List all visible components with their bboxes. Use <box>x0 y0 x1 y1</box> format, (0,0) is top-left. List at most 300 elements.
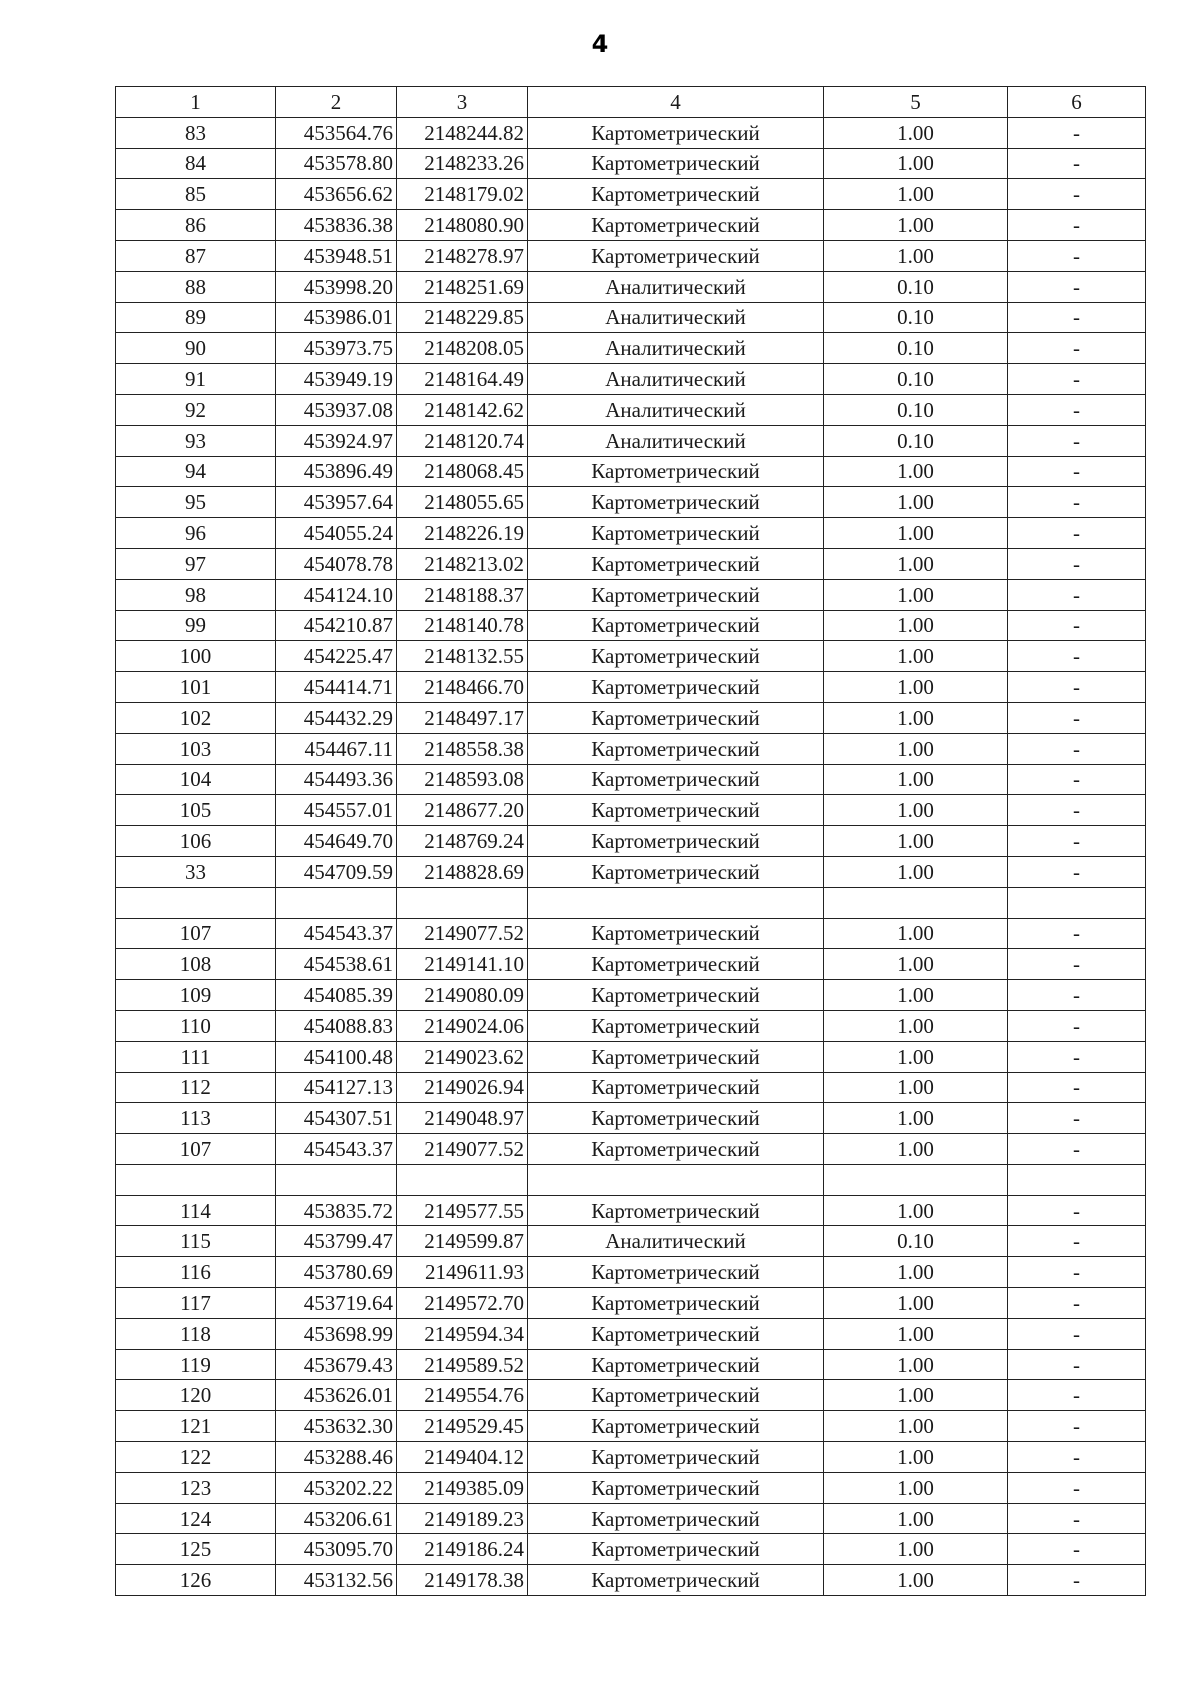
table-row <box>116 456 1146 487</box>
page-number: 4 <box>591 30 609 58</box>
cell-accuracy: 1.00 <box>824 148 1008 179</box>
cell-accuracy: 1.00 <box>824 1380 1008 1411</box>
cell-note: - <box>1008 1041 1146 1072</box>
table-row <box>116 1195 1146 1226</box>
cell-coord-y: 2148142.62 <box>397 394 528 425</box>
cell-note: - <box>1008 179 1146 210</box>
cell-note: - <box>1008 210 1146 241</box>
cell-coord-y: 2149599.87 <box>397 1226 528 1257</box>
cell-note: - <box>1008 795 1146 826</box>
cell-note: - <box>1008 1010 1146 1041</box>
cell-method: Аналитический <box>528 425 824 456</box>
cell-coord-y: 2148208.05 <box>397 333 528 364</box>
cell-coord-y: 2148120.74 <box>397 425 528 456</box>
cell-point-number: 110 <box>116 1010 276 1041</box>
cell-point-number: 126 <box>116 1565 276 1596</box>
cell-method: Картометрический <box>528 1072 824 1103</box>
cell-note: - <box>1008 1534 1146 1565</box>
cell-accuracy: 1.00 <box>824 1134 1008 1165</box>
cell-point-number: 84 <box>116 148 276 179</box>
cell-coord-y: 2148080.90 <box>397 210 528 241</box>
cell-accuracy: 1.00 <box>824 518 1008 549</box>
cell-note: - <box>1008 1288 1146 1319</box>
cell-coord-x: 454088.83 <box>276 1010 397 1041</box>
cell-accuracy: 1.00 <box>824 1318 1008 1349</box>
cell-coord-y: 2149048.97 <box>397 1103 528 1134</box>
table-row <box>116 1226 1146 1257</box>
table-row <box>116 364 1146 395</box>
cell-point-number: 91 <box>116 364 276 395</box>
cell-method: Картометрический <box>528 1442 824 1473</box>
cell-method: Аналитический <box>528 394 824 425</box>
cell-coord-x: 453698.99 <box>276 1318 397 1349</box>
cell-coord-x: 453835.72 <box>276 1195 397 1226</box>
cell-note: - <box>1008 518 1146 549</box>
cell-accuracy: 1.00 <box>824 117 1008 148</box>
cell-coord-x <box>276 887 397 918</box>
cell-coord-y: 2149023.62 <box>397 1041 528 1072</box>
cell-coord-y: 2148140.78 <box>397 610 528 641</box>
cell-accuracy: 1.00 <box>824 764 1008 795</box>
cell-method: Картометрический <box>528 487 824 518</box>
cell-point-number: 121 <box>116 1411 276 1442</box>
cell-note: - <box>1008 1380 1146 1411</box>
cell-coord-x: 453132.56 <box>276 1565 397 1596</box>
cell-note: - <box>1008 394 1146 425</box>
cell-method: Картометрический <box>528 1380 824 1411</box>
cell-point-number: 111 <box>116 1041 276 1072</box>
cell-point-number: 119 <box>116 1349 276 1380</box>
cell-accuracy: 1.00 <box>824 949 1008 980</box>
cell-note: - <box>1008 1442 1146 1473</box>
cell-accuracy: 1.00 <box>824 487 1008 518</box>
table-row <box>116 1318 1146 1349</box>
cell-accuracy: 1.00 <box>824 980 1008 1011</box>
cell-accuracy: 1.00 <box>824 179 1008 210</box>
table-row <box>116 518 1146 549</box>
cell-coord-x: 453202.22 <box>276 1472 397 1503</box>
cell-coord-x: 453998.20 <box>276 271 397 302</box>
table-row <box>116 179 1146 210</box>
cell-accuracy: 1.00 <box>824 1195 1008 1226</box>
column-header-4: 4 <box>528 87 824 118</box>
cell-accuracy: 1.00 <box>824 610 1008 641</box>
table-row <box>116 1472 1146 1503</box>
cell-coord-x: 454493.36 <box>276 764 397 795</box>
cell-note: - <box>1008 733 1146 764</box>
cell-note: - <box>1008 148 1146 179</box>
cell-point-number: 112 <box>116 1072 276 1103</box>
cell-coord-x: 453626.01 <box>276 1380 397 1411</box>
table-row <box>116 1349 1146 1380</box>
cell-point-number: 85 <box>116 179 276 210</box>
cell-method: Картометрический <box>528 548 824 579</box>
cell-accuracy: 1.00 <box>824 826 1008 857</box>
cell-accuracy: 1.00 <box>824 1288 1008 1319</box>
cell-accuracy: 1.00 <box>824 856 1008 887</box>
cell-coord-y: 2148558.38 <box>397 733 528 764</box>
cell-point-number: 108 <box>116 949 276 980</box>
cell-note: - <box>1008 918 1146 949</box>
cell-coord-y: 2148278.97 <box>397 240 528 271</box>
cell-coord-y: 2148188.37 <box>397 579 528 610</box>
cell-coord-x: 453937.08 <box>276 394 397 425</box>
table-row <box>116 425 1146 456</box>
cell-accuracy: 1.00 <box>824 1257 1008 1288</box>
table-row <box>116 641 1146 672</box>
cell-coord-x: 454225.47 <box>276 641 397 672</box>
cell-coord-x: 454543.37 <box>276 918 397 949</box>
table-row <box>116 610 1146 641</box>
cell-coord-x: 454085.39 <box>276 980 397 1011</box>
cell-coord-x: 453632.30 <box>276 1411 397 1442</box>
column-header-5: 5 <box>824 87 1008 118</box>
cell-point-number: 122 <box>116 1442 276 1473</box>
cell-note: - <box>1008 1134 1146 1165</box>
cell-coord-x: 453095.70 <box>276 1534 397 1565</box>
cell-note: - <box>1008 702 1146 733</box>
cell-coord-x: 453288.46 <box>276 1442 397 1473</box>
cell-accuracy: 1.00 <box>824 918 1008 949</box>
cell-accuracy: 0.10 <box>824 394 1008 425</box>
table-row <box>116 887 1146 918</box>
column-header-3: 3 <box>397 87 528 118</box>
cell-point-number: 94 <box>116 456 276 487</box>
cell-coord-x: 453656.62 <box>276 179 397 210</box>
cell-point-number: 118 <box>116 1318 276 1349</box>
cell-note: - <box>1008 1072 1146 1103</box>
cell-coord-y: 2148233.26 <box>397 148 528 179</box>
table-row <box>116 918 1146 949</box>
cell-point-number: 87 <box>116 240 276 271</box>
cell-point-number: 89 <box>116 302 276 333</box>
cell-coord-y: 2149529.45 <box>397 1411 528 1442</box>
cell-method: Картометрический <box>528 179 824 210</box>
cell-accuracy: 1.00 <box>824 456 1008 487</box>
cell-point-number: 86 <box>116 210 276 241</box>
table-row <box>116 1534 1146 1565</box>
cell-method: Картометрический <box>528 1257 824 1288</box>
cell-coord-x: 453957.64 <box>276 487 397 518</box>
cell-coord-x: 454538.61 <box>276 949 397 980</box>
cell-coord-x: 454432.29 <box>276 702 397 733</box>
cell-point-number: 96 <box>116 518 276 549</box>
cell-method: Картометрический <box>528 764 824 795</box>
cell-coord-x: 453896.49 <box>276 456 397 487</box>
cell-point-number: 117 <box>116 1288 276 1319</box>
cell-coord-x <box>276 1164 397 1195</box>
cell-accuracy: 1.00 <box>824 1103 1008 1134</box>
cell-point-number: 105 <box>116 795 276 826</box>
table-row <box>116 302 1146 333</box>
cell-note <box>1008 887 1146 918</box>
cell-coord-y: 2149080.09 <box>397 980 528 1011</box>
cell-method: Аналитический <box>528 302 824 333</box>
cell-method: Картометрический <box>528 1288 824 1319</box>
cell-note: - <box>1008 487 1146 518</box>
cell-note: - <box>1008 1226 1146 1257</box>
cell-note: - <box>1008 856 1146 887</box>
table-row <box>116 333 1146 364</box>
table-body <box>116 117 1146 1595</box>
cell-note: - <box>1008 1472 1146 1503</box>
cell-point-number: 102 <box>116 702 276 733</box>
cell-method: Картометрический <box>528 210 824 241</box>
cell-method: Картометрический <box>528 1010 824 1041</box>
cell-method: Картометрический <box>528 918 824 949</box>
cell-coord-y: 2149178.38 <box>397 1565 528 1596</box>
table-row <box>116 1164 1146 1195</box>
cell-accuracy <box>824 887 1008 918</box>
column-header-6: 6 <box>1008 87 1146 118</box>
cell-coord-y: 2149189.23 <box>397 1503 528 1534</box>
cell-accuracy: 0.10 <box>824 302 1008 333</box>
cell-method: Картометрический <box>528 240 824 271</box>
cell-method: Аналитический <box>528 1226 824 1257</box>
table-row <box>116 487 1146 518</box>
cell-method: Картометрический <box>528 579 824 610</box>
cell-coord-x: 453578.80 <box>276 148 397 179</box>
cell-coord-y <box>397 1164 528 1195</box>
cell-coord-y: 2148769.24 <box>397 826 528 857</box>
cell-point-number: 114 <box>116 1195 276 1226</box>
cell-accuracy: 1.00 <box>824 1534 1008 1565</box>
cell-coord-x: 454078.78 <box>276 548 397 579</box>
cell-point-number: 33 <box>116 856 276 887</box>
cell-coord-x: 454127.13 <box>276 1072 397 1103</box>
table-row <box>116 980 1146 1011</box>
table-row <box>116 702 1146 733</box>
cell-coord-x: 453719.64 <box>276 1288 397 1319</box>
cell-accuracy: 0.10 <box>824 333 1008 364</box>
cell-note: - <box>1008 949 1146 980</box>
cell-coord-y: 2148068.45 <box>397 456 528 487</box>
cell-point-number: 97 <box>116 548 276 579</box>
cell-note: - <box>1008 1349 1146 1380</box>
cell-point-number: 92 <box>116 394 276 425</box>
table-row <box>116 394 1146 425</box>
cell-coord-y: 2149577.55 <box>397 1195 528 1226</box>
cell-note: - <box>1008 641 1146 672</box>
cell-method: Картометрический <box>528 1565 824 1596</box>
cell-method: Картометрический <box>528 1318 824 1349</box>
cell-coord-y: 2149077.52 <box>397 1134 528 1165</box>
cell-coord-y: 2148593.08 <box>397 764 528 795</box>
coordinates-table <box>115 86 1146 1596</box>
cell-coord-x: 453973.75 <box>276 333 397 364</box>
cell-accuracy: 0.10 <box>824 271 1008 302</box>
cell-coord-x: 454055.24 <box>276 518 397 549</box>
table-row <box>116 148 1146 179</box>
cell-point-number: 100 <box>116 641 276 672</box>
cell-coord-y: 2148251.69 <box>397 271 528 302</box>
cell-coord-y: 2149611.93 <box>397 1257 528 1288</box>
cell-method: Картометрический <box>528 1349 824 1380</box>
table-row <box>116 1288 1146 1319</box>
cell-coord-x: 453799.47 <box>276 1226 397 1257</box>
cell-coord-x: 454649.70 <box>276 826 397 857</box>
table-row <box>116 1072 1146 1103</box>
cell-coord-y: 2148226.19 <box>397 518 528 549</box>
cell-method: Картометрический <box>528 1472 824 1503</box>
cell-method: Картометрический <box>528 1195 824 1226</box>
cell-coord-y: 2148179.02 <box>397 179 528 210</box>
cell-accuracy: 1.00 <box>824 1041 1008 1072</box>
cell-note: - <box>1008 1257 1146 1288</box>
cell-accuracy: 1.00 <box>824 1349 1008 1380</box>
cell-coord-y: 2148132.55 <box>397 641 528 672</box>
table-row <box>116 856 1146 887</box>
cell-method: Картометрический <box>528 1134 824 1165</box>
cell-coord-y: 2149186.24 <box>397 1534 528 1565</box>
cell-point-number: 124 <box>116 1503 276 1534</box>
table-row <box>116 271 1146 302</box>
cell-method: Картометрический <box>528 1503 824 1534</box>
table-row <box>116 579 1146 610</box>
table-row <box>116 1380 1146 1411</box>
cell-point-number: 120 <box>116 1380 276 1411</box>
cell-coord-y: 2148213.02 <box>397 548 528 579</box>
cell-coord-x: 453780.69 <box>276 1257 397 1288</box>
cell-accuracy: 1.00 <box>824 1072 1008 1103</box>
cell-method: Картометрический <box>528 117 824 148</box>
cell-coord-y: 2148229.85 <box>397 302 528 333</box>
cell-method: Аналитический <box>528 364 824 395</box>
cell-coord-y: 2149077.52 <box>397 918 528 949</box>
cell-coord-x: 453986.01 <box>276 302 397 333</box>
cell-accuracy: 1.00 <box>824 795 1008 826</box>
table-row <box>116 672 1146 703</box>
cell-point-number: 95 <box>116 487 276 518</box>
table-row <box>116 1565 1146 1596</box>
cell-note: - <box>1008 672 1146 703</box>
cell-point-number: 98 <box>116 579 276 610</box>
cell-accuracy: 1.00 <box>824 1010 1008 1041</box>
cell-method: Картометрический <box>528 518 824 549</box>
cell-accuracy: 1.00 <box>824 1472 1008 1503</box>
table-row <box>116 1503 1146 1534</box>
cell-accuracy: 1.00 <box>824 240 1008 271</box>
cell-method: Картометрический <box>528 702 824 733</box>
cell-point-number: 107 <box>116 1134 276 1165</box>
cell-method: Аналитический <box>528 333 824 364</box>
cell-note: - <box>1008 364 1146 395</box>
cell-note <box>1008 1164 1146 1195</box>
cell-coord-y: 2149594.34 <box>397 1318 528 1349</box>
cell-coord-y: 2148055.65 <box>397 487 528 518</box>
cell-method: Картометрический <box>528 733 824 764</box>
cell-coord-y: 2149554.76 <box>397 1380 528 1411</box>
cell-method: Картометрический <box>528 826 824 857</box>
cell-point-number: 106 <box>116 826 276 857</box>
cell-coord-x: 454467.11 <box>276 733 397 764</box>
table-row <box>116 764 1146 795</box>
cell-accuracy: 1.00 <box>824 1503 1008 1534</box>
cell-accuracy: 1.00 <box>824 579 1008 610</box>
cell-coord-y <box>397 887 528 918</box>
cell-point-number: 125 <box>116 1534 276 1565</box>
cell-coord-x: 453679.43 <box>276 1349 397 1380</box>
column-header-2: 2 <box>276 87 397 118</box>
cell-coord-y: 2149141.10 <box>397 949 528 980</box>
table-row <box>116 949 1146 980</box>
table-row <box>116 795 1146 826</box>
cell-method: Аналитический <box>528 271 824 302</box>
table-row <box>116 1134 1146 1165</box>
cell-point-number: 88 <box>116 271 276 302</box>
cell-coord-x: 453564.76 <box>276 117 397 148</box>
cell-coord-x: 454100.48 <box>276 1041 397 1072</box>
cell-method: Картометрический <box>528 148 824 179</box>
cell-accuracy: 1.00 <box>824 641 1008 672</box>
cell-note: - <box>1008 1103 1146 1134</box>
cell-coord-x: 453836.38 <box>276 210 397 241</box>
cell-coord-y: 2148244.82 <box>397 117 528 148</box>
cell-coord-x: 454709.59 <box>276 856 397 887</box>
cell-coord-y: 2149589.52 <box>397 1349 528 1380</box>
cell-accuracy: 1.00 <box>824 1442 1008 1473</box>
cell-note: - <box>1008 1411 1146 1442</box>
table-row <box>116 1041 1146 1072</box>
table-row <box>116 1103 1146 1134</box>
cell-point-number: 83 <box>116 117 276 148</box>
cell-point-number: 109 <box>116 980 276 1011</box>
cell-note: - <box>1008 240 1146 271</box>
cell-note: - <box>1008 548 1146 579</box>
cell-method: Картометрический <box>528 641 824 672</box>
cell-method: Картометрический <box>528 610 824 641</box>
cell-accuracy: 1.00 <box>824 733 1008 764</box>
cell-accuracy: 1.00 <box>824 1411 1008 1442</box>
cell-point-number: 103 <box>116 733 276 764</box>
cell-accuracy: 0.10 <box>824 1226 1008 1257</box>
cell-point-number: 93 <box>116 425 276 456</box>
cell-coord-x: 454210.87 <box>276 610 397 641</box>
cell-note: - <box>1008 1318 1146 1349</box>
cell-point-number <box>116 1164 276 1195</box>
cell-accuracy: 1.00 <box>824 210 1008 241</box>
cell-accuracy: 0.10 <box>824 364 1008 395</box>
table-row <box>116 1010 1146 1041</box>
cell-note: - <box>1008 302 1146 333</box>
cell-point-number: 99 <box>116 610 276 641</box>
cell-note: - <box>1008 1503 1146 1534</box>
cell-method: Картометрический <box>528 949 824 980</box>
table-row <box>116 733 1146 764</box>
cell-accuracy: 1.00 <box>824 672 1008 703</box>
cell-coord-y: 2149024.06 <box>397 1010 528 1041</box>
table-row <box>116 548 1146 579</box>
cell-coord-y: 2149572.70 <box>397 1288 528 1319</box>
cell-coord-y: 2148466.70 <box>397 672 528 703</box>
cell-method <box>528 1164 824 1195</box>
cell-accuracy: 1.00 <box>824 1565 1008 1596</box>
cell-coord-x: 454307.51 <box>276 1103 397 1134</box>
cell-coord-x: 454543.37 <box>276 1134 397 1165</box>
cell-coord-y: 2149404.12 <box>397 1442 528 1473</box>
column-header-1: 1 <box>116 87 276 118</box>
cell-point-number: 115 <box>116 1226 276 1257</box>
cell-point-number: 116 <box>116 1257 276 1288</box>
cell-note: - <box>1008 333 1146 364</box>
cell-note: - <box>1008 456 1146 487</box>
cell-coord-y: 2148497.17 <box>397 702 528 733</box>
cell-point-number: 101 <box>116 672 276 703</box>
cell-accuracy: 1.00 <box>824 548 1008 579</box>
cell-coord-x: 453948.51 <box>276 240 397 271</box>
table-row <box>116 240 1146 271</box>
cell-note: - <box>1008 271 1146 302</box>
